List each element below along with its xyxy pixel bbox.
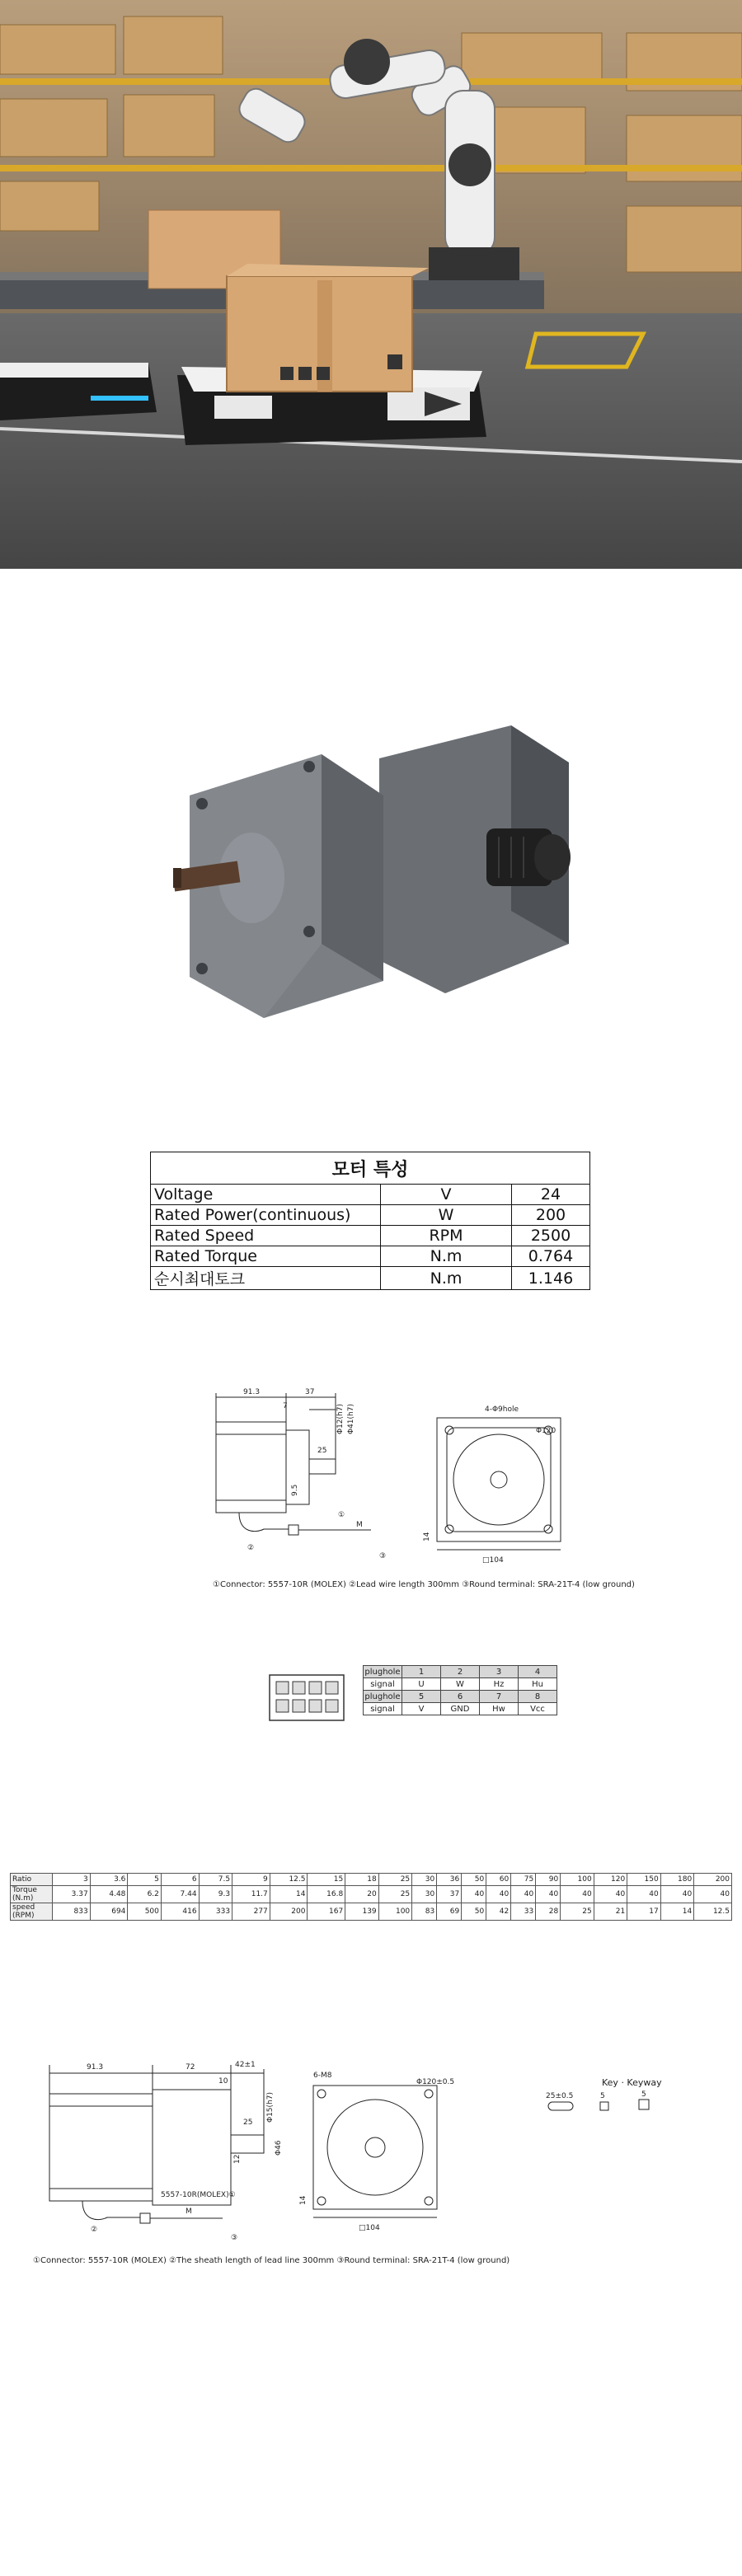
ratio-cell: 3.6 (90, 1874, 128, 1886)
ratio-cell: 18 (345, 1874, 378, 1886)
pin-row (364, 1666, 557, 1678)
ratio-cell: 11.7 (232, 1886, 270, 1903)
pin-cell: 5 (402, 1691, 441, 1703)
ratio-cell: 50 (462, 1874, 486, 1886)
ratio-cell: 69 (437, 1903, 462, 1921)
spec-row (151, 1267, 590, 1290)
key-title: Key · Keyway (602, 2077, 662, 2088)
ratio-cell: 30 (412, 1874, 437, 1886)
ratio-cell: 17 (627, 1903, 660, 1921)
dim-label: Φ41(h7) (347, 1404, 355, 1434)
row-header: Ratio (11, 1874, 53, 1886)
speed-row (11, 1903, 732, 1921)
pin-cell: 7 (480, 1691, 519, 1703)
dim-label: 25 (243, 2119, 253, 2127)
ratio-cell: 25 (378, 1874, 411, 1886)
spec-unit: N.m (381, 1267, 512, 1290)
ratio-cell: 120 (594, 1874, 627, 1886)
ratio-cell: 9.3 (199, 1886, 232, 1903)
ratio-cell: 12.5 (270, 1874, 308, 1886)
ratio-cell: 40 (486, 1886, 511, 1903)
dim-label: 6-M8 (313, 2072, 332, 2080)
ratio-cell: 36 (437, 1874, 462, 1886)
spec-unit: RPM (381, 1226, 512, 1246)
ratio-cell: 3.37 (53, 1886, 91, 1903)
ratio-cell: 100 (378, 1903, 411, 1921)
dim-label: 42±1 (235, 2061, 256, 2069)
dim-label: 14 (299, 2195, 308, 2205)
dim-label: 91.3 (243, 1388, 261, 1396)
spec-label: Rated Power(continuous) (151, 1205, 381, 1226)
ratio-cell: 3 (53, 1874, 91, 1886)
ratio-cell: 40 (536, 1886, 561, 1903)
row-header: speed (RPM) (11, 1903, 53, 1921)
ratio-cell: 200 (694, 1874, 732, 1886)
ratio-cell: 277 (232, 1903, 270, 1921)
ratio-cell: 40 (694, 1886, 732, 1903)
ratio-cell: 15 (308, 1874, 345, 1886)
ratio-cell: 60 (486, 1874, 511, 1886)
ratio-cell: 6 (161, 1874, 199, 1886)
dim-label: Φ12(h7) (336, 1404, 345, 1434)
ratio-cell: 14 (660, 1903, 693, 1921)
dim-label: 25±0.5 (546, 2092, 574, 2100)
dim-label: 5 (600, 2092, 605, 2100)
ratio-cell: 75 (511, 1874, 536, 1886)
pin-cell: V (402, 1703, 441, 1715)
callout-3: ③ (379, 1552, 387, 1560)
ratio-cell: 40 (594, 1886, 627, 1903)
ratio-cell: 25 (561, 1903, 594, 1921)
ratio-cell: 167 (308, 1903, 345, 1921)
ratio-cell: 150 (627, 1874, 660, 1886)
dim-label: Φ120±0.5 (416, 2078, 455, 2086)
ratio-cell: 90 (536, 1874, 561, 1886)
ratio-cell: 180 (660, 1874, 693, 1886)
ratio-cell: 50 (462, 1903, 486, 1921)
dim-label: 91.3 (87, 2063, 104, 2072)
ratio-cell: 40 (561, 1886, 594, 1903)
ratio-cell: 30 (412, 1886, 437, 1903)
ratio-cell: 25 (378, 1886, 411, 1903)
dim-label: Φ120 (536, 1427, 556, 1435)
ratio-cell: 83 (412, 1903, 437, 1921)
spec-row (151, 1246, 590, 1267)
ratio-cell: 9 (232, 1874, 270, 1886)
ratio-cell: 21 (594, 1903, 627, 1921)
ratio-cell: 40 (462, 1886, 486, 1903)
pin-cell: 6 (441, 1691, 480, 1703)
ratio-cell: 500 (128, 1903, 161, 1921)
ratio-cell: 100 (561, 1874, 594, 1886)
dim-label: 4-Φ9hole (485, 1405, 519, 1414)
dim-label: 10 (218, 2077, 228, 2086)
dim-label: 72 (186, 2063, 195, 2072)
ratio-cell: 694 (90, 1903, 128, 1921)
pin-cell: Hw (480, 1703, 519, 1715)
ratio-cell: 37 (437, 1886, 462, 1903)
spec-label: 순시최대토크 (151, 1267, 381, 1290)
ratio-cell: 42 (486, 1903, 511, 1921)
spec-label: Voltage (151, 1185, 381, 1205)
spec-label: Rated Speed (151, 1226, 381, 1246)
callout-2: ② (247, 1544, 255, 1552)
dim-label: 37 (305, 1388, 315, 1396)
ratio-cell: 16.8 (308, 1886, 345, 1903)
spec-value: 2500 (512, 1226, 590, 1246)
callout-1: ① (338, 1511, 345, 1519)
ratio-cell: 139 (345, 1903, 378, 1921)
dimension-drawing-2 (33, 2057, 726, 2250)
spec-unit: V (381, 1185, 512, 1205)
ratio-cell: 40 (660, 1886, 693, 1903)
dim-label: □104 (359, 2224, 380, 2232)
pin-row (364, 1691, 557, 1703)
spec-row (151, 1205, 590, 1226)
ratio-table (10, 1873, 732, 1921)
dim-label: 12 (233, 2154, 242, 2164)
spec-value: 1.146 (512, 1267, 590, 1290)
pin-cell: Hz (480, 1678, 519, 1691)
pin-row (364, 1678, 557, 1691)
ratio-cell: 4.48 (90, 1886, 128, 1903)
pin-cell: U (402, 1678, 441, 1691)
pin-cell: 4 (519, 1666, 557, 1678)
callout-3: ③ (231, 2234, 238, 2242)
motor-photo (173, 713, 577, 1026)
ratio-cell: 7.5 (199, 1874, 232, 1886)
spec-value: 0.764 (512, 1246, 590, 1267)
dim-label: M (356, 1521, 363, 1529)
pin-cell: signal (364, 1678, 402, 1691)
spec-unit: N.m (381, 1246, 512, 1267)
ratio-row (11, 1874, 732, 1886)
pin-cell: plughole (364, 1667, 401, 1677)
spec-table (150, 1152, 590, 1290)
ratio-cell: 40 (511, 1886, 536, 1903)
ratio-cell: 28 (536, 1903, 561, 1921)
row-header: Torque (N.m) (11, 1886, 53, 1903)
ratio-cell: 33 (511, 1903, 536, 1921)
ratio-cell: 200 (270, 1903, 308, 1921)
dim-label: M (186, 2208, 192, 2216)
ratio-cell: 416 (161, 1903, 199, 1921)
ratio-cell: 833 (53, 1903, 91, 1921)
pin-row (364, 1703, 557, 1715)
ratio-cell: 6.2 (128, 1886, 161, 1903)
spec-label: Rated Torque (151, 1246, 381, 1267)
ratio-cell: 12.5 (694, 1903, 732, 1921)
drawing2-note: ①Connector: 5557-10R (MOLEX) ②The sheath length of lead line 300mm ③Round terminal: SRA-21T-4 (low ground) (33, 2256, 510, 2265)
connector-diagram (268, 1673, 346, 1723)
pin-cell: plughole (364, 1692, 401, 1701)
dim-label: 14 (423, 1532, 431, 1541)
ratio-cell: 14 (270, 1886, 308, 1903)
pin-cell: 1 (402, 1666, 441, 1678)
pin-cell: 3 (480, 1666, 519, 1678)
dim-label: 5557-10R(MOLEX)① (161, 2191, 236, 2199)
spec-table-title: 모터 특성 (151, 1152, 590, 1185)
dim-label: Φ46 (275, 2140, 283, 2156)
pin-cell: GND (441, 1703, 480, 1715)
pin-table (363, 1665, 557, 1715)
dim-label: 7 (283, 1402, 288, 1410)
hero-photo (0, 0, 742, 569)
ratio-cell: 333 (199, 1903, 232, 1921)
dim-label: 9.5 (291, 1484, 299, 1496)
pin-cell: signal (364, 1703, 402, 1715)
pin-cell: Vcc (519, 1703, 557, 1715)
dim-label: Φ15(h7) (266, 2092, 275, 2123)
spec-row (151, 1226, 590, 1246)
ratio-cell: 20 (345, 1886, 378, 1903)
spec-value: 200 (512, 1205, 590, 1226)
dim-label: 5 (641, 2090, 646, 2099)
ratio-cell: 5 (128, 1874, 161, 1886)
callout-2: ② (91, 2226, 98, 2234)
torque-row (11, 1886, 732, 1903)
drawing1-note: ①Connector: 5557-10R (MOLEX) ②Lead wire length 300mm ③Round terminal: SRA-21T-4 (low ground) (213, 1580, 635, 1589)
pin-cell: 8 (519, 1691, 557, 1703)
dimension-drawing-1 (206, 1385, 585, 1574)
pin-cell: W (441, 1678, 480, 1691)
pin-cell: Hu (519, 1678, 557, 1691)
pin-cell: 2 (441, 1666, 480, 1678)
dim-label: □104 (482, 1556, 504, 1565)
ratio-cell: 7.44 (161, 1886, 199, 1903)
spec-row (151, 1185, 590, 1205)
dim-label: 25 (317, 1447, 327, 1455)
spec-unit: W (381, 1205, 512, 1226)
ratio-cell: 40 (627, 1886, 660, 1903)
spec-value: 24 (512, 1185, 590, 1205)
